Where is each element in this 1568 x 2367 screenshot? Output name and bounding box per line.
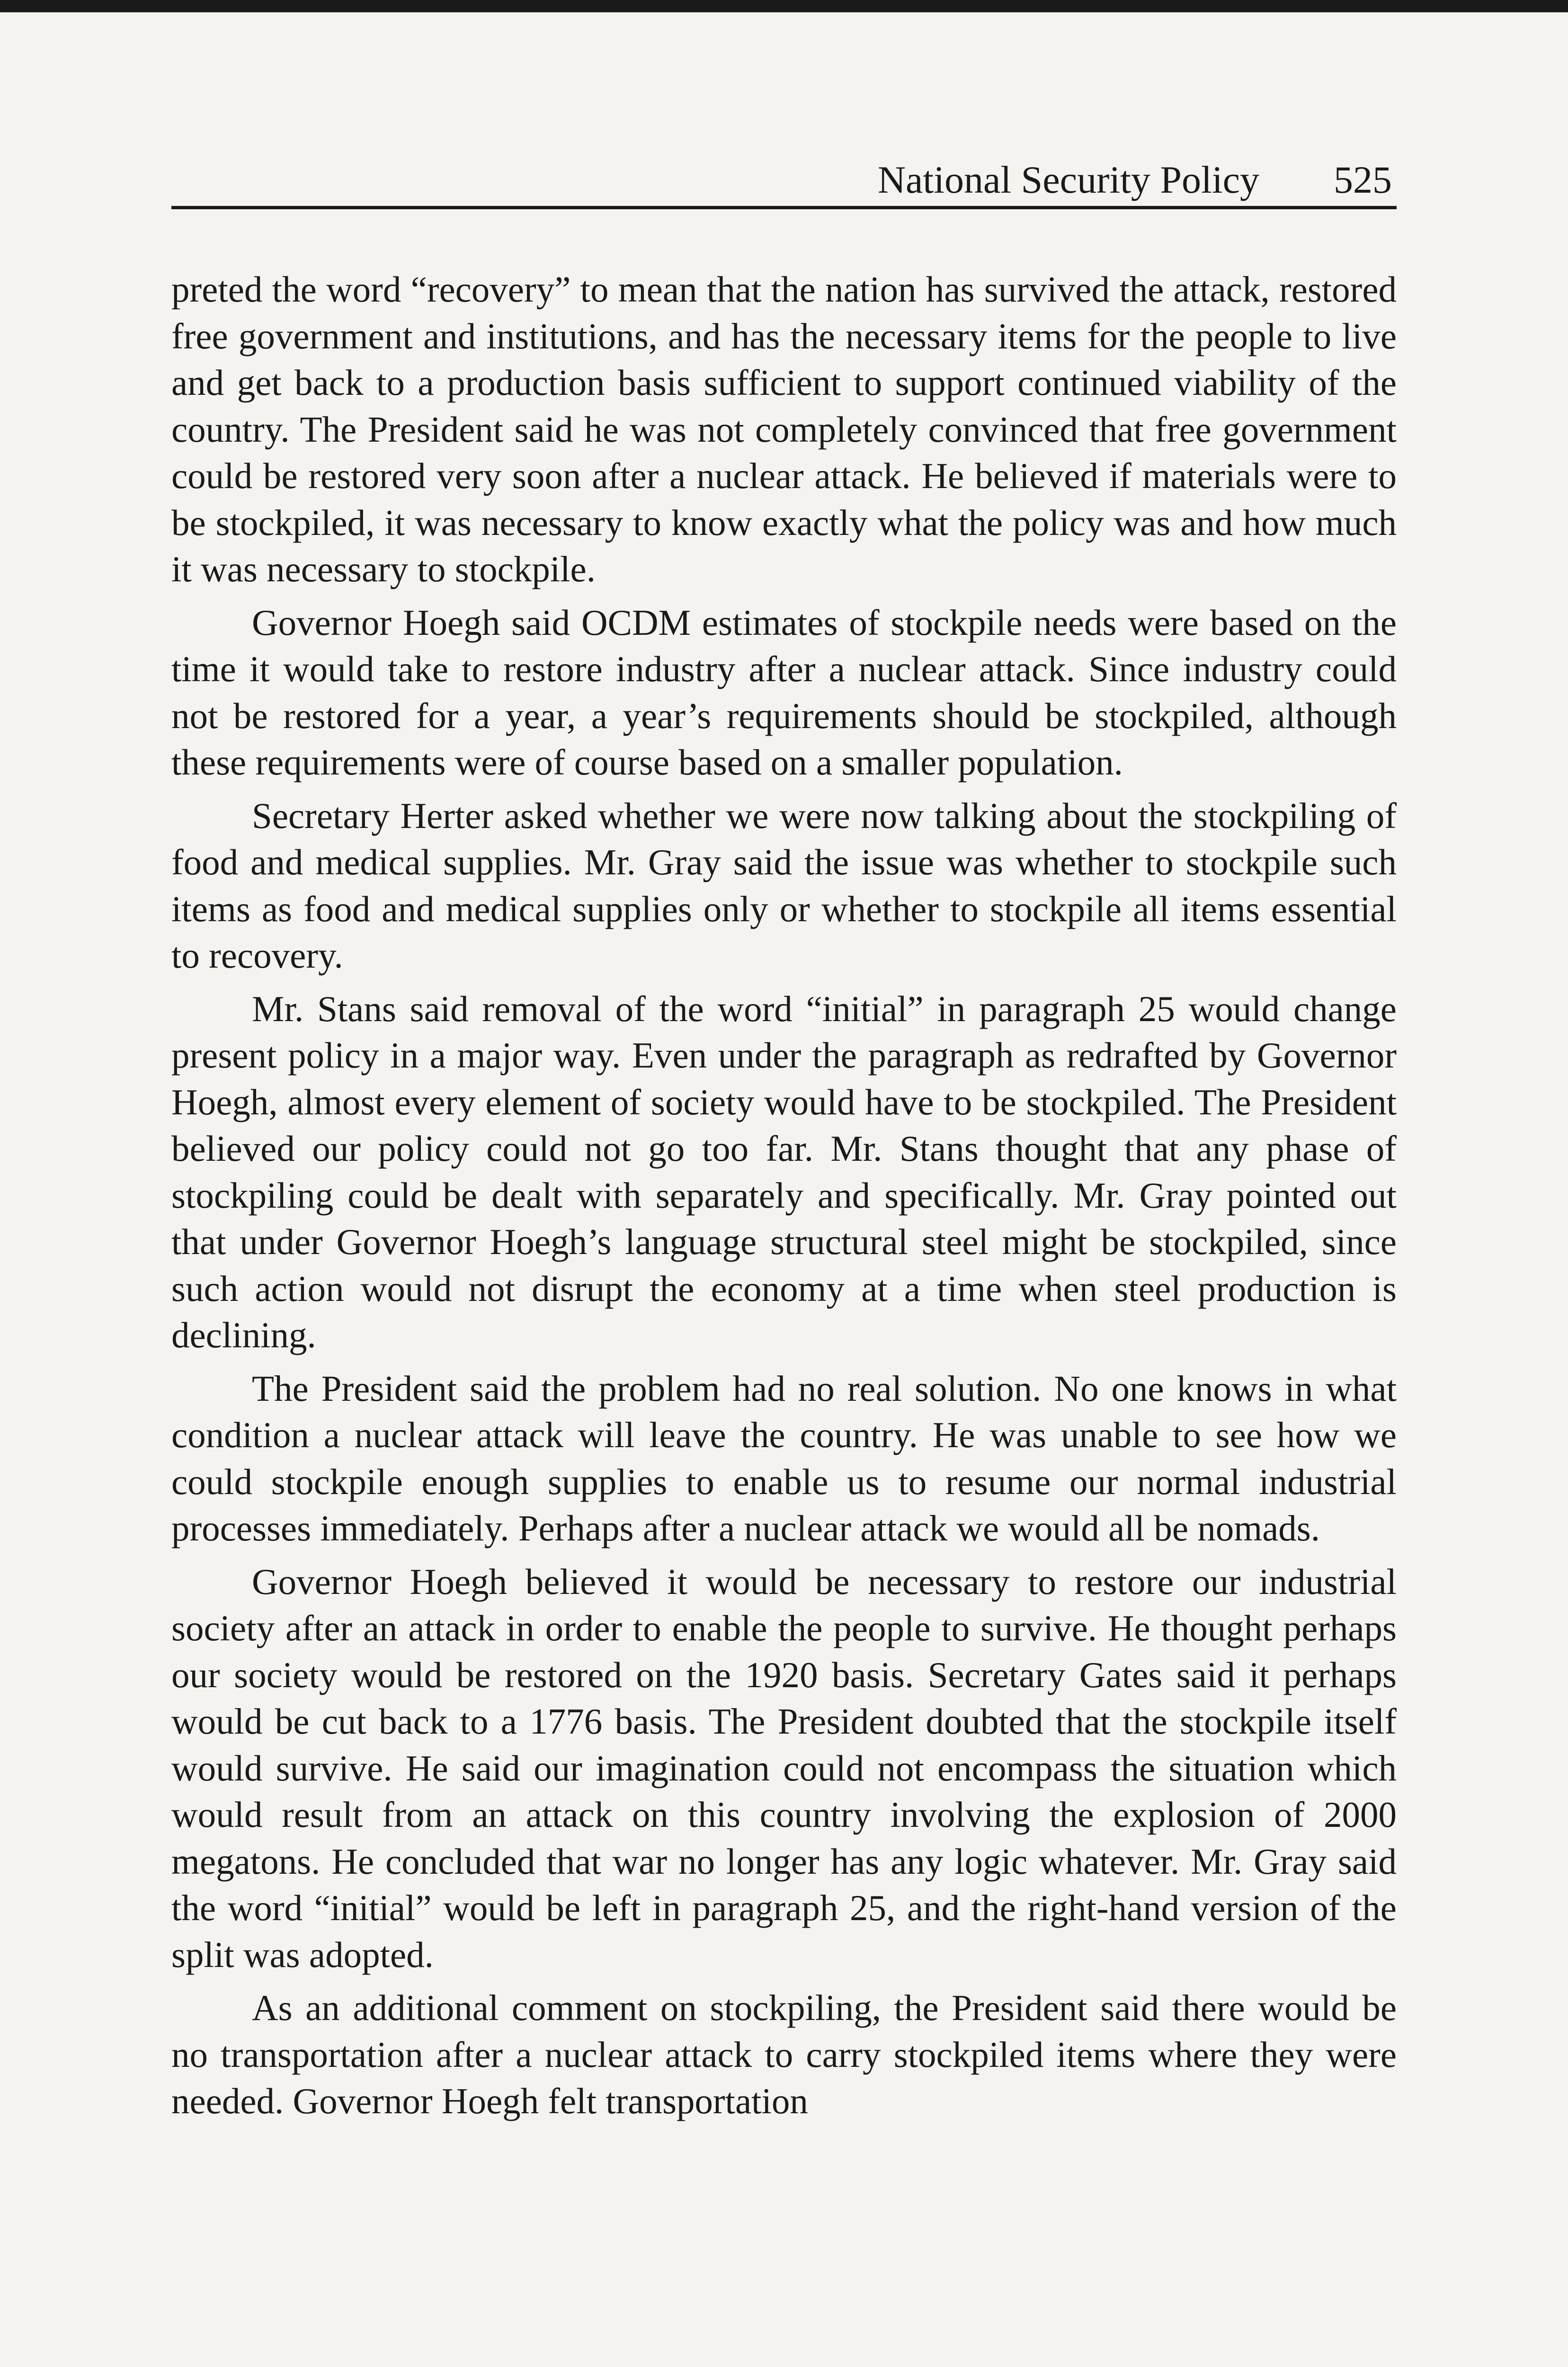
paragraph-4: Mr. Stans said removal of the word “initial” in paragraph 25 would change present policy in a major way. Even under the paragraph as redrafted by Governor Hoegh, almost every element of society would have to be stockpiled. The President believed our policy could not go too far. Mr. Stans thought that any phase of stockpiling could be dealt with separately and specifically. Mr. Gray pointed out that under Governor Hoegh’s language structural steel might be stockpiled, since such action would not disrupt the economy at a time when steel production is declining. [171, 988, 1397, 1355]
paragraph-5: The President said the problem had no real solution. No one knows in what condition a nuclear attack will leave the country. He was unable to see how we could stockpile enough supplies to enable us to resume our normal industrial processes immediately. Perhaps after a nuclear attack we would all be nomads. [171, 1368, 1397, 1548]
running-head [171, 154, 1397, 209]
page-number: 525 [1334, 158, 1392, 201]
running-head-title: National Security Policy [877, 158, 1259, 201]
paragraph-7: As an additional comment on stockpiling, the President said there would be no transportation after a nuclear attack to carry stockpiled items where they were needed. Governor Hoegh felt transportation [171, 1987, 1397, 2121]
paragraph-1: preted the word “recovery” to mean that the nation has survived the attack, restored free government and institutions, and has the necessary items for the people to live and get back to a production basis sufficient to support continued viability of the country. The President said he was not completely convinced that free government could be restored very soon after a nuclear attack. He believed if materials were to be stockpiled, it was necessary to know exactly what the policy was and how much it was necessary to stockpile. [171, 269, 1397, 589]
paragraph-6: Governor Hoegh believed it would be necessary to restore our industrial society after an attack in order to enable the people to survive. He thought perhaps our society would be restored on the 1920 basis. Secretary Gates said it perhaps would be cut back to a 1776 basis. The President doubted that the stockpile itself would survive. He said our imagination could not encompass the situation which would result from an attack on this country involving the explosion of 2000 megatons. He concluded that war no longer has any logic whatever. Mr. Gray said the word “initial” would be left in paragraph 25, and the right-hand version of the split was adopted. [171, 1561, 1397, 1975]
paragraph-3: Secretary Herter asked whether we were now talking about the stockpiling of food and medical supplies. Mr. Gray said the issue was whether to stockpile such items as food and medical supplies only or whether to stockpile all items essential to recovery. [171, 795, 1397, 976]
scan-top-edge [0, 0, 1568, 12]
paragraph-2: Governor Hoegh said OCDM estimates of stockpile needs were based on the time it would take to restore industry after a nuclear attack. Since industry could not be restored for a year, a year’s requirements should be stockpiled, although these requirements were of course based on a smaller population. [171, 602, 1397, 783]
document-page [171, 154, 1397, 2131]
body-text [171, 266, 1397, 2125]
